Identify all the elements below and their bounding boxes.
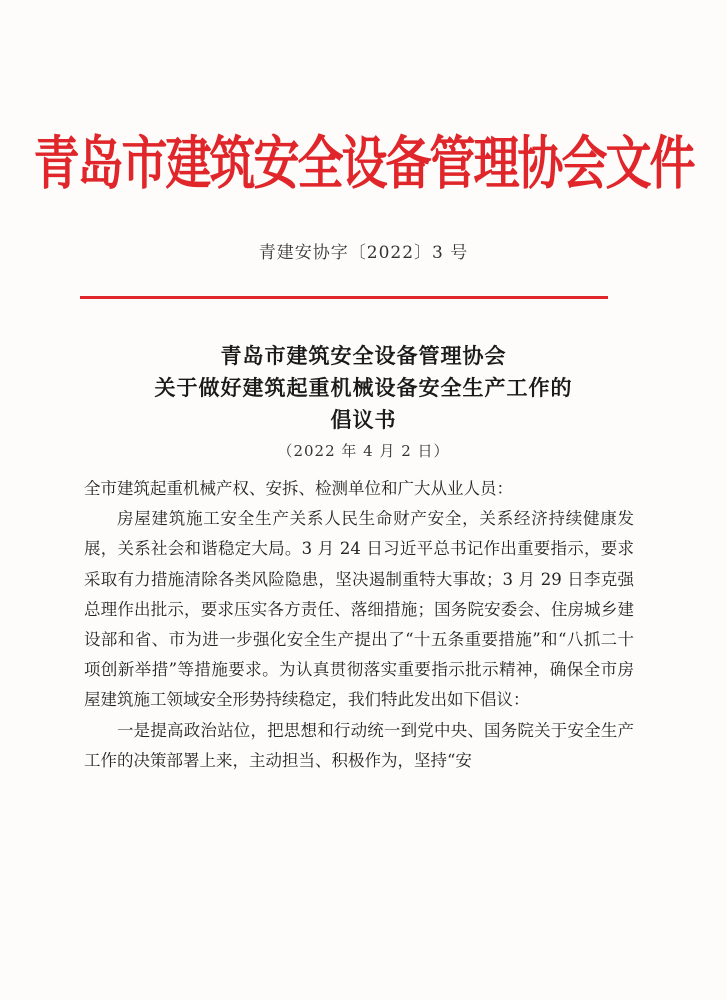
title-line-3: 倡议书 — [330, 407, 397, 432]
red-divider-line — [80, 296, 608, 299]
document-number: 青建安协字〔2022〕3 号 — [258, 243, 469, 263]
title-line-1: 青岛市建筑安全设备管理协会 — [220, 343, 507, 368]
title-line-2: 关于做好建筑起重机械设备安全生产工作的 — [154, 375, 573, 400]
paragraph: 房屋建筑施工安全生产关系人民生命财产安全，关系经济持续健康发展，关系社会和谐稳定大局。3 月 24 日习近平总书记作出重要指示，要求采取有力措施清除各类风险隐患，坚决遏制重特大事故；3 月 29 日李克强总理作出批示，要求压实各方责任、落细措施；国务院安委会、住房城乡建设部和省、市为进一步强化安全生产提出了“十五条重要措施”和“八抓二十项创新举措”等措施要求。为认真贯彻落实重要指示批示精神，确保全市房屋建筑施工领域安全形势持续稳定，我们特此发出如下倡议： — [84, 509, 634, 710]
document-body — [84, 474, 634, 776]
document-date: （2022 年 4 月 2 日） — [277, 442, 450, 460]
org-header-title: 青岛市建筑安全设备管理协会文件 — [33, 129, 694, 197]
paragraph: 一是提高政治站位，把思想和行动统一到党中央、国务院关于安全生产工作的决策部署上来，主动担当、积极作为，坚持“安 — [84, 720, 634, 770]
salutation: 全市建筑起重机械产权、安拆、检测单位和广大从业人员： — [84, 479, 513, 498]
